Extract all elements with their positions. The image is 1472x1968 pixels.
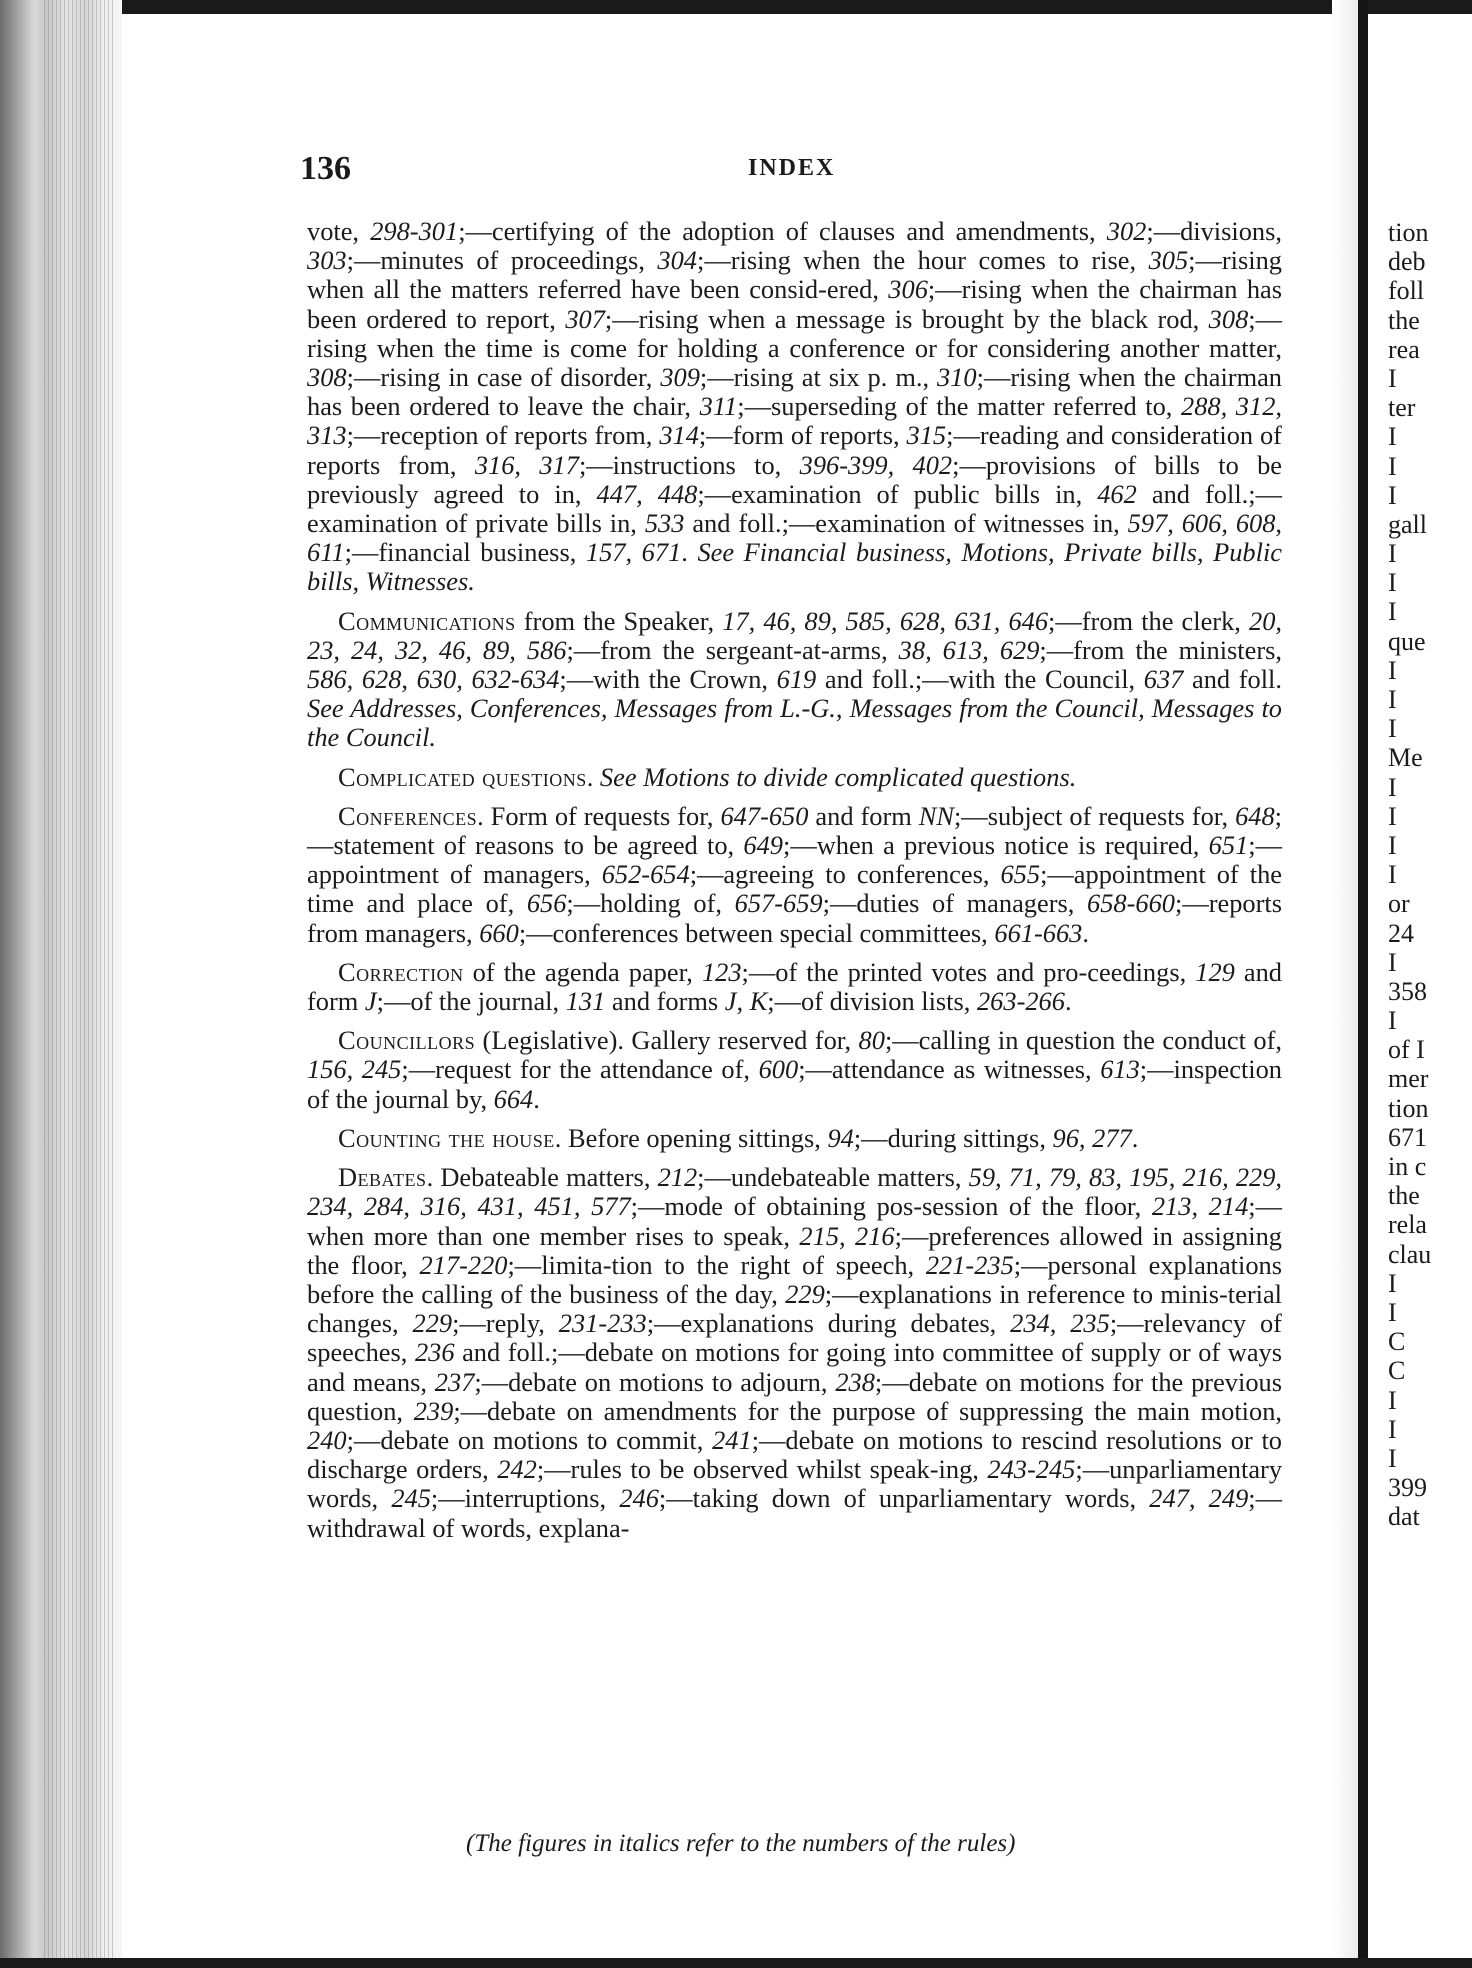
entry-text: ;—during sittings, <box>853 1122 1053 1153</box>
entry-text: ;—of division lists, <box>767 986 977 1017</box>
facing-line-fragment: 24 <box>1388 918 1414 948</box>
index-text <box>307 217 1282 1553</box>
facing-line-fragment: I <box>1388 801 1397 831</box>
entry-text: ;—when more than one member rises to speak, <box>307 1191 1282 1251</box>
index-entry <box>307 802 1282 948</box>
rule-reference: J, K <box>724 986 768 1017</box>
entry-heading: Communications <box>338 605 516 636</box>
rule-reference: 263-266 <box>976 986 1065 1017</box>
rule-reference: 651 <box>1208 830 1249 861</box>
rule-reference: 396-399, 402 <box>799 449 953 480</box>
entry-text: ;—rules to be observed whilst speak-ing, <box>536 1454 988 1485</box>
entry-text: ;—form of reports, <box>698 420 907 451</box>
rule-reference: 212 <box>657 1162 698 1193</box>
facing-line-fragment: I <box>1388 1385 1397 1415</box>
facing-line-fragment: I <box>1388 1297 1397 1327</box>
rule-reference: 308 <box>1208 303 1249 334</box>
facing-line-fragment: I <box>1388 655 1397 685</box>
entry-text: ;—rising in case of disorder, <box>346 362 661 393</box>
entry-text: . <box>1082 917 1089 948</box>
entry-text: ;—provisions of bills to be previously agreed to in, <box>307 449 1282 509</box>
entry-text: ;—mode of obtaining pos-session of the floor, <box>630 1191 1152 1222</box>
rule-reference: 237 <box>434 1366 475 1397</box>
rule-reference: 157, 671 <box>585 537 682 568</box>
entry-text: . <box>1064 986 1072 1017</box>
rule-reference: 242 <box>497 1454 537 1485</box>
index-entry <box>307 763 1282 792</box>
facing-line-fragment: que <box>1388 626 1426 656</box>
entry-text: ;—from the clerk, <box>1048 605 1250 636</box>
entry-text: . Before opening sittings, <box>554 1122 828 1153</box>
rule-reference: 240 <box>307 1424 347 1455</box>
entry-text: and form <box>307 956 1282 1017</box>
rule-reference: 20, 23, 24, 32, 46, 89, 586 <box>307 605 1283 665</box>
facing-line-fragment: I <box>1388 830 1397 860</box>
rule-reference: 652-654 <box>601 859 690 890</box>
entry-text: ;—withdrawal of words, explana- <box>307 1483 1283 1543</box>
entry-heading: Correction <box>338 956 464 987</box>
entry-text: ;—preferences allowed in assigning the floor, <box>307 1220 1282 1280</box>
rule-reference: 664 <box>493 1083 534 1114</box>
index-entry <box>307 1124 1282 1153</box>
facing-line-fragment: I <box>1388 422 1397 452</box>
facing-line-fragment: tion <box>1388 1093 1429 1123</box>
entry-text: ;—rising when the hour comes to rise, <box>696 245 1149 276</box>
rule-reference: 656 <box>526 888 567 919</box>
entry-text: ;—explanations during debates, <box>646 1308 1011 1339</box>
facing-line-fragment: deb <box>1388 247 1426 277</box>
facing-line-fragment: I <box>1388 539 1397 569</box>
entry-text: ;—instructions to, <box>578 449 800 480</box>
entry-text: . <box>1131 1122 1139 1153</box>
entry-text: ;—undebateable matters, <box>697 1162 969 1193</box>
entry-text: ;—relevancy of speeches, <box>307 1308 1282 1368</box>
entry-text: from the Speaker, <box>515 605 723 636</box>
rule-reference: 17, 46, 89, 585, 628, 631, 646 <box>722 605 1049 636</box>
facing-line-fragment: tion <box>1388 218 1429 247</box>
entry-text: ;—conferences between special committees, <box>518 917 995 948</box>
entry-text: ;—statement of reasons to be agreed to, <box>307 800 1282 861</box>
rule-reference: 657-659 <box>734 888 823 919</box>
entry-text: ;—debate on motions to rescind resolutions or to discharge orders, <box>307 1424 1282 1485</box>
rule-reference: 236 <box>414 1337 455 1368</box>
facing-line-fragment: clau <box>1388 1239 1432 1269</box>
rule-reference: 156, 245 <box>307 1054 402 1085</box>
rule-reference: 231-233 <box>558 1308 647 1339</box>
entry-text: ;—agreeing to conferences, <box>689 859 1001 890</box>
facing-line-fragment: Me <box>1388 743 1423 773</box>
rule-reference: 533 <box>644 508 685 539</box>
entry-text: . <box>586 761 600 792</box>
rule-reference: J <box>364 986 377 1017</box>
facing-line-fragment: I <box>1388 1268 1397 1298</box>
rule-reference: 94 <box>827 1122 854 1153</box>
rule-reference: 309 <box>660 362 700 393</box>
entry-text: ;—explanations in reference to minis-terial changes, <box>307 1278 1282 1339</box>
entry-text: ;—with the Crown, <box>559 664 777 695</box>
rule-reference: 310 <box>937 362 977 393</box>
facing-line-fragment: I <box>1388 947 1397 977</box>
entry-text: ;—debate on motions to commit, <box>346 1424 713 1455</box>
entry-text: ;—rising when all the matters referred have been consid-ered, <box>307 245 1282 305</box>
entry-text: ;—unparliamentary words, <box>307 1454 1283 1514</box>
rule-reference: 658-660 <box>1087 888 1175 919</box>
rule-reference: 303 <box>307 245 347 276</box>
entry-text: ;—certifying of the adoption of clauses and amendments, <box>458 216 1107 246</box>
rule-reference: 586, 628, 630, 632-634 <box>307 664 560 695</box>
rule-reference: 305 <box>1148 245 1189 276</box>
gutter-shadow <box>1332 0 1358 1968</box>
rule-reference: 217-220 <box>419 1249 508 1280</box>
facing-line-fragment: foll <box>1388 276 1425 306</box>
rule-reference: 239 <box>413 1395 454 1426</box>
rule-reference: 245 <box>391 1483 431 1514</box>
entry-text: ;—appointment of managers, <box>307 830 1282 890</box>
facing-page-fragment <box>1388 218 1472 1531</box>
entry-text: ;—from the sergeant-at-arms, <box>566 634 899 665</box>
entry-text: ;—rising at six p. m., <box>699 362 938 393</box>
entry-text: and foll.;—examination of private bills in, <box>307 478 1282 539</box>
entry-text: ;—examination of public bills in, <box>697 478 1098 509</box>
rule-reference: 215, 216 <box>799 1220 895 1251</box>
entry-text: and foll.;—with the Council, <box>816 664 1144 695</box>
entry-text: (Legislative). Gallery reserved for, <box>475 1025 859 1056</box>
entry-text: ;—reply, <box>452 1308 559 1339</box>
scan-bottom-border <box>0 1958 1472 1968</box>
facing-line-fragment: rela <box>1388 1210 1427 1240</box>
facing-line-fragment: of I <box>1388 1035 1425 1065</box>
entry-text: and foll.;—examination of witnesses in, <box>684 508 1128 539</box>
entry-text: and forms <box>605 986 725 1017</box>
entry-text: ;—calling in question the conduct of, <box>884 1025 1282 1056</box>
rule-reference: 213, 214 <box>1151 1191 1249 1222</box>
entry-text: ;—subject of requests for, <box>953 800 1236 831</box>
entry-text: ;—appointment of the time and place of, <box>307 859 1282 919</box>
facing-line-fragment: I <box>1388 1443 1397 1473</box>
rule-reference: 447, 448 <box>596 478 698 509</box>
entry-text: ;—personal explanations before the calling of the business of the day, <box>307 1249 1283 1309</box>
entry-text: ;—rising when the time is come for holding a conference or for considering another matter, <box>307 303 1282 363</box>
entry-text: and foll.;—debate on motions for going into committee of supply or of ways and means, <box>307 1337 1282 1397</box>
entry-text: ;—of the journal, <box>376 986 566 1017</box>
entry-text: ;—when a previous notice is required, <box>782 830 1209 861</box>
rule-reference: 229 <box>785 1278 825 1309</box>
rule-reference: 304 <box>657 245 697 276</box>
rule-reference: 648 <box>1235 800 1275 831</box>
rule-reference: 238 <box>835 1366 875 1397</box>
index-entry <box>307 958 1282 1016</box>
entry-text: ;—reading and consideration of reports from, <box>307 420 1282 480</box>
rule-reference: 661-663 <box>994 917 1083 948</box>
rule-reference: 243-245 <box>987 1454 1076 1485</box>
page-number: 136 <box>300 150 351 187</box>
entry-text: ;—reception of reports from, <box>346 420 660 451</box>
entry-text: ;—limita-tion to the right of speech, <box>507 1249 926 1280</box>
entry-text: ;—from the ministers, <box>1039 634 1283 665</box>
facing-line-fragment: mer <box>1388 1064 1429 1094</box>
facing-line-fragment: C <box>1388 1356 1406 1386</box>
rule-reference: 246 <box>619 1483 659 1514</box>
facing-line-fragment: I <box>1388 568 1397 598</box>
rule-reference: 59, 71, 79, 83, 195, 216, 229, 234, 284, 316, 431, 451, 577 <box>307 1162 1283 1222</box>
entry-text: and form <box>808 800 919 831</box>
facing-line-fragment: C <box>1388 1327 1406 1357</box>
rule-reference: 311 <box>699 391 738 422</box>
footer-note: (The figures in italics refer to the numbers of the rules) <box>466 1830 1016 1857</box>
entry-text: . Debateable matters, <box>426 1162 658 1193</box>
entry-text: ;—divisions, <box>1146 216 1282 246</box>
entry-heading: Conferences <box>338 800 478 831</box>
rule-reference: 229 <box>412 1308 453 1339</box>
entry-text: ;—attendance as witnesses, <box>798 1054 1101 1085</box>
entry-text: . <box>681 537 698 568</box>
running-head: INDEX <box>748 155 836 181</box>
book-gutter <box>1358 0 1368 1968</box>
entry-text: ;—financial business, <box>344 537 586 568</box>
rule-reference: 306 <box>888 274 928 305</box>
facing-line-fragment: I <box>1388 363 1397 393</box>
entry-text: ;—debate on motions for the previous question, <box>307 1366 1282 1426</box>
rule-reference: 307 <box>565 303 605 334</box>
facing-line-fragment: I <box>1388 685 1397 714</box>
entry-text: ;—holding of, <box>566 888 735 919</box>
rule-reference: See Addresses, Conferences, Messages from L.-G., Messages from the Council, Messages to the Council. <box>307 693 1282 753</box>
entry-text: ;—of the printed votes and pro-ceedings, <box>741 956 1196 987</box>
entry-text: and foll. <box>1183 664 1282 695</box>
rule-reference: 131 <box>565 986 606 1017</box>
entry-heading: Debates <box>338 1162 427 1193</box>
entry-heading: Councillors <box>338 1025 476 1056</box>
facing-line-fragment: the <box>1388 305 1420 335</box>
facing-line-fragment: or <box>1388 889 1410 919</box>
book-page-edges <box>0 0 122 1968</box>
rule-reference: See Motions to divide complicated questions. <box>599 761 1077 792</box>
entry-text: ;—inspection of the journal by, <box>307 1054 1282 1114</box>
index-entry <box>307 1163 1282 1543</box>
entry-text: ;—taking down of unparliamentary words, <box>658 1483 1150 1514</box>
entry-heading: Counting the house <box>338 1122 555 1153</box>
facing-line-fragment: dat <box>1388 1502 1420 1532</box>
rule-reference: NN <box>918 800 954 831</box>
facing-line-fragment: I <box>1388 451 1397 481</box>
entry-text: ;—rising when a message is brought by the black rod, <box>604 303 1209 334</box>
facing-line-fragment: I <box>1388 860 1397 890</box>
rule-reference: 660 <box>479 917 519 948</box>
entry-text: . <box>533 1083 540 1114</box>
entry-heading: Complicated questions <box>338 761 587 792</box>
rule-reference: 637 <box>1143 664 1184 695</box>
rule-reference: 316, 317 <box>474 449 579 480</box>
entry-text: ;—rising when the chairman has been ordered to leave the chair, <box>307 362 1283 422</box>
facing-line-fragment: 399 <box>1388 1473 1427 1503</box>
rule-reference: 600 <box>758 1054 799 1085</box>
rule-reference: 298-301 <box>370 216 459 246</box>
facing-line-fragment: in c <box>1388 1152 1427 1181</box>
rule-reference: 302 <box>1106 216 1147 246</box>
rule-reference: 38, 613, 629 <box>898 634 1040 665</box>
entry-text: vote, <box>307 216 371 246</box>
rule-reference: 80 <box>858 1025 885 1056</box>
facing-line-fragment: I <box>1388 597 1397 627</box>
entry-text: ;—request for the attendance of, <box>401 1054 759 1085</box>
facing-line-fragment: ter <box>1388 393 1416 423</box>
facing-line-fragment: gall <box>1388 509 1427 539</box>
facing-line-fragment: I <box>1388 714 1397 744</box>
scan-top-border <box>0 0 1472 14</box>
facing-line-fragment: the <box>1388 1181 1420 1211</box>
rule-reference: 247, 249 <box>1149 1483 1249 1514</box>
rule-reference: 314 <box>659 420 699 451</box>
rule-reference: 96, 277 <box>1052 1122 1132 1153</box>
rule-reference: 619 <box>776 664 817 695</box>
index-entry <box>307 217 1282 597</box>
entry-text: ;—minutes of proceedings, <box>346 245 658 276</box>
entry-text: ;—interruptions, <box>430 1483 620 1514</box>
entry-text: ;—duties of managers, <box>822 888 1088 919</box>
facing-line-fragment: 358 <box>1388 976 1427 1006</box>
entry-text: of the agenda paper, <box>463 956 702 987</box>
rule-reference: 462 <box>1097 478 1137 509</box>
entry-text: ;—rising when the chairman has been ordered to report, <box>307 274 1282 334</box>
index-entry <box>307 1026 1282 1114</box>
facing-line-fragment: 671 <box>1388 1122 1427 1152</box>
rule-reference: 288, 312, 313 <box>307 391 1282 451</box>
rule-reference: 241 <box>712 1424 752 1455</box>
entry-text: . Form of requests for, <box>477 800 721 831</box>
entry-text: ;—debate on amendments for the purpose of suppressing the main motion, <box>453 1395 1282 1426</box>
index-entry <box>307 607 1282 753</box>
rule-reference: 655 <box>1000 859 1041 890</box>
entry-text: ;—debate on motions to adjourn, <box>474 1366 836 1397</box>
rule-reference: 649 <box>743 830 783 861</box>
rule-reference: 123 <box>701 956 742 987</box>
entry-text: ;—reports from managers, <box>307 888 1282 948</box>
rule-reference: 647-650 <box>720 800 809 831</box>
facing-line-fragment: I <box>1388 1006 1397 1036</box>
rule-reference: 129 <box>1195 956 1235 987</box>
rule-reference: 234, 235 <box>1010 1308 1110 1339</box>
facing-line-fragment: I <box>1388 772 1397 802</box>
rule-reference: 315 <box>906 420 947 451</box>
facing-line-fragment: rea <box>1388 334 1420 364</box>
rule-reference: 308 <box>307 362 347 393</box>
rule-reference: 221-235 <box>925 1249 1014 1280</box>
page-header <box>300 150 1295 190</box>
rule-reference: 613 <box>1100 1054 1140 1085</box>
rule-reference: 597, 606, 608, 611 <box>307 508 1283 568</box>
facing-line-fragment: I <box>1388 480 1397 510</box>
entry-text: ;—superseding of the matter referred to, <box>737 391 1181 422</box>
facing-line-fragment: I <box>1388 1414 1397 1444</box>
rule-reference: See Financial business, Motions, Private bills, Public bills, Witnesses. <box>307 537 1282 597</box>
